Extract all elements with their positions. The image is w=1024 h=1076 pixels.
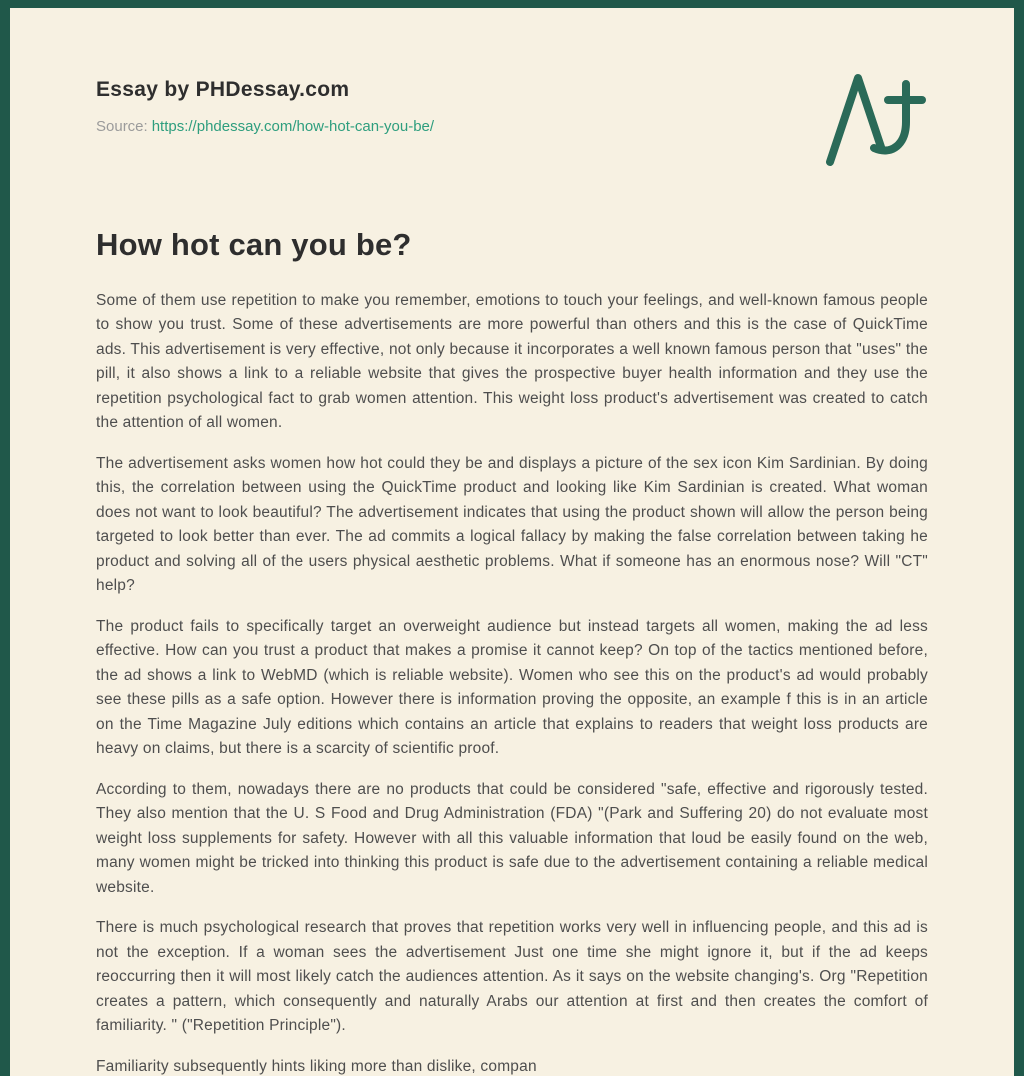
essay-paragraph: The product fails to specifically target an overweight audience but instead targets all women, making the ad less effective. How can you trust a product that makes a promise it cannot keep? On top of the tactics mentioned before, the ad shows a link to WebMD (which is reliable website). Women who see this on the product's ad would probably see these pills as a safe option. However there is information proving the opposite, an example f this is in an article on the Time Magazine July editions which contains an article that explains to readers that weight loss products are heavy on claims, but there is a scarcity of scientific proof. xyxy=(96,617,928,758)
essay-paragraph: Some of them use repetition to make you remember, emotions to touch your feelings, and well-known famous people to show you trust. Some of these advertisements are more powerful than others and this is the case of QuickTime ads. This advertisement is very effective, not only because it incorporates a well known famous person that "uses" the pill, it also shows a link to a reliable website that gives the prospective buyer health information and they use the repetition psychological fact to grab women attention. This weight loss product's advertisement was created to catch the attention of all women. xyxy=(96,292,928,432)
essay-body xyxy=(96,289,928,1076)
essay-title: How hot can you be? xyxy=(96,227,412,262)
essay-paragraph: According to them, nowadays there are no products that could be considered "safe, effective and rigorously tested. They also mention that the U. S Food and Drug Administration (FDA) "(Park and Suffering 20) do not evaluate most weight loss supplements for safety. However with all this valuable information that loud be easily found on the web, many women might be tricked into thinking this product is safe due to the advertisement containing a reliable medical website. xyxy=(96,780,928,896)
byline: Essay by PHDessay.com xyxy=(96,78,350,101)
essay-paragraph: The advertisement asks women how hot could they be and displays a picture of the sex icon Kim Sardinian. By doing this, the correlation between using the QuickTime product and looking like Kim Sardinian is created. What woman does not want to look beautiful? The advertisement indicates that using the product shown will allow the person being targeted to look better than ever. The ad commits a logical fallacy by making the false correlation between taking he product and solving all of the users physical aesthetic problems. What if someone has an enormous nose? Will "CT" help? xyxy=(96,454,928,595)
phdessay-logo-icon xyxy=(822,70,926,170)
essay-header xyxy=(96,78,928,135)
source-link[interactable]: https://phdessay.com/how-hot-can-you-be/ xyxy=(151,118,435,135)
source-label: Source: xyxy=(96,118,148,135)
source-line xyxy=(96,118,928,135)
essay-paragraph-partial: Familiarity subsequently hints liking more than dislike, compan xyxy=(96,1057,537,1075)
essay-paragraph: There is much psychological research that proves that repetition works very well in influencing people, and this ad is not the exception. If a woman sees the advertisement Just one time she might ignore it, but if the ad keeps reoccurring then it will most likely catch the audiences attention. As it says on the website changing's. Org "Repetition creates a pattern, which consequently and naturally Arabs our attention at first and then creates the comfort of familiarity. " ("Repetition Principle"). xyxy=(96,919,928,1035)
essay-content xyxy=(10,8,1014,1076)
